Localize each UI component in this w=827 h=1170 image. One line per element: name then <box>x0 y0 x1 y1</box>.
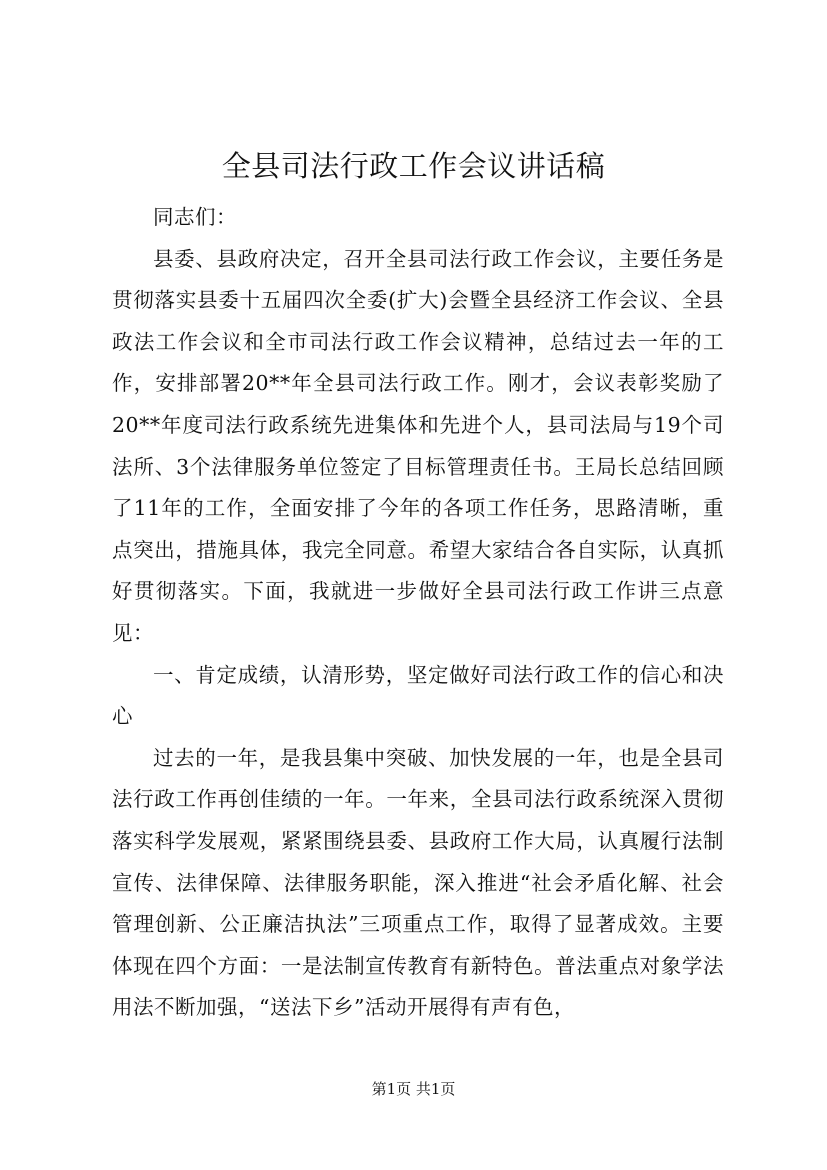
document-title: 全县司法行政工作会议讲话稿 <box>221 149 606 183</box>
paragraph-achievements: 过去的一年，是我县集中突破、加快发展的一年，也是全县司法行政工作再创佳绩的一年。一年来，全县司法行政系统深入贯彻落实科学发展观，紧紧围绕县委、县政府工作大局，认真履行法制宣传、法律保障、法律服务职能，深入推进“社会矛盾化解、社会管理创新、公正廉洁执法”三项重点工作，取得了显著成效。主要体现在四个方面：一是法制宣传教育有新特色。普法重点对象学法用法不断加强，“送法下乡”活动开展得有声有色， <box>112 745 724 1020</box>
page-footer: 第1页 共1页 <box>371 1080 456 1098</box>
document-body <box>112 197 724 1029</box>
paragraph-intro: 县委、县政府决定，召开全县司法行政工作会议，主要任务是贯彻落实县委十五届四次全委(扩大)会暨全县经济工作会议、全县政法工作会议和全市司法行政工作会议精神，总结过去一年的工作，安排部署20**年全县司法行政工作。刚才，会议表彰奖励了20**年度司法行政系统先进集体和先进个人，县司法局与19个司法所、3个法律服务单位签定了目标管理责任书。王局长总结回顾了11年的工作，全面安排了今年的各项工作任务，思路清晰，重点突出，措施具体，我完全同意。希望大家结合各自实际，认真抓好贯彻落实。下面，我就进一步做好全县司法行政工作讲三点意见： <box>112 246 724 645</box>
section-heading-1: 一、肯定成绩，认清形势，坚定做好司法行政工作的信心和决心 <box>112 662 724 729</box>
salutation: 同志们： <box>153 205 237 229</box>
